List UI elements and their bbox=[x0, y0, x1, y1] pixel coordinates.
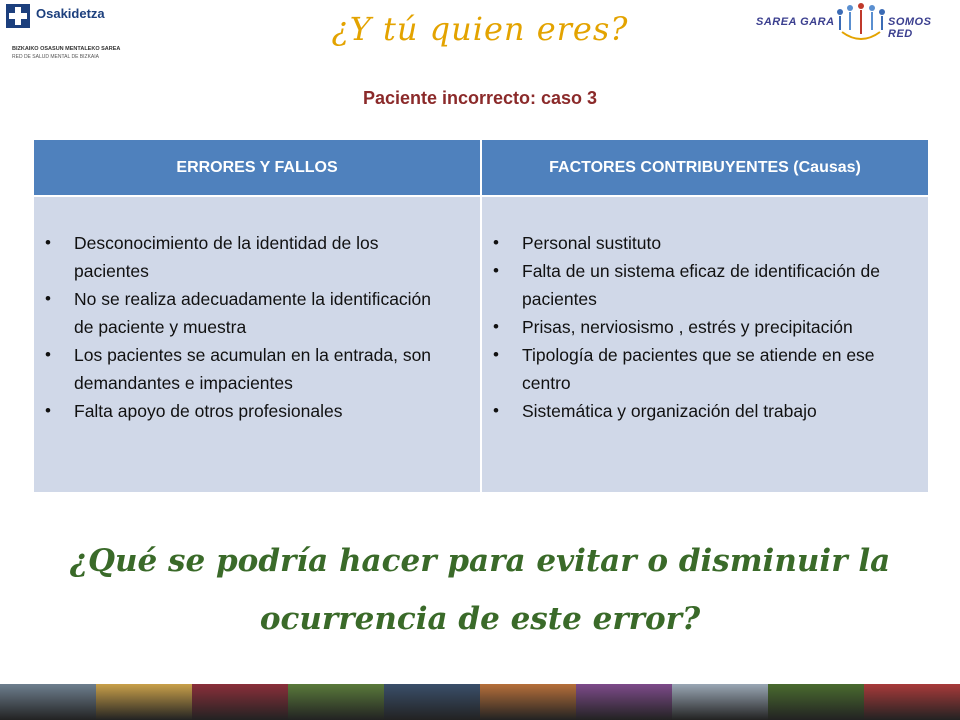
slide-title: ¿Y tú quien eres? bbox=[331, 10, 629, 48]
photo-tile bbox=[96, 684, 192, 720]
list-item: • Tipología de pacientes que se atiende en ese centro bbox=[522, 341, 902, 397]
photo-tile bbox=[192, 684, 288, 720]
list-item: • Los pacientes se acumulan en la entrada, son demandantes e impacientes bbox=[74, 341, 454, 397]
photo-tile bbox=[288, 684, 384, 720]
sarea-gara-text: SAREA GARA bbox=[756, 16, 835, 28]
header-factores: FACTORES CONTRIBUYENTES (Causas) bbox=[482, 140, 928, 195]
factores-list bbox=[522, 229, 902, 425]
errors-factors-table bbox=[34, 140, 926, 490]
question-line-2: ocurrencia de este error? bbox=[259, 601, 701, 637]
logo-subtitle-spanish: RED DE SALUD MENTAL DE BIZKAIA bbox=[12, 54, 99, 60]
photo-tile bbox=[576, 684, 672, 720]
errores-list bbox=[74, 229, 454, 425]
logo-subtitle-basque: BIZKAIKO OSASUN MENTALEKO SAREA bbox=[12, 46, 121, 52]
list-item: • Sistemática y organización del trabajo bbox=[522, 397, 902, 425]
list-item: • Personal sustituto bbox=[522, 229, 902, 257]
somos-red-text: SOMOS RED bbox=[888, 16, 932, 40]
list-item: • Desconocimiento de la identidad de los pacientes bbox=[74, 229, 454, 285]
header-errores: ERRORES Y FALLOS bbox=[34, 140, 480, 195]
slide-question bbox=[0, 532, 960, 648]
slide-subtitle: Paciente incorrecto: caso 3 bbox=[362, 88, 598, 108]
question-line-1: ¿Qué se podría hacer para evitar o disminuir la bbox=[69, 543, 891, 579]
list-item: • Falta de un sistema eficaz de identificación de pacientes bbox=[522, 257, 902, 313]
photo-tile bbox=[0, 684, 96, 720]
photo-tile bbox=[768, 684, 864, 720]
logo-name: Osakidetza bbox=[36, 6, 105, 21]
list-item: • Prisas, nerviosismo , estrés y precipitación bbox=[522, 313, 902, 341]
photo-tile bbox=[672, 684, 768, 720]
list-item: • No se realiza adecuadamente la identificación de paciente y muestra bbox=[74, 285, 454, 341]
photo-tile bbox=[864, 684, 960, 720]
list-item: • Falta apoyo de otros profesionales bbox=[74, 397, 454, 425]
factores-cell bbox=[482, 197, 928, 492]
photo-tile bbox=[480, 684, 576, 720]
errores-cell bbox=[34, 197, 480, 492]
photo-strip bbox=[0, 684, 960, 720]
photo-tile bbox=[384, 684, 480, 720]
